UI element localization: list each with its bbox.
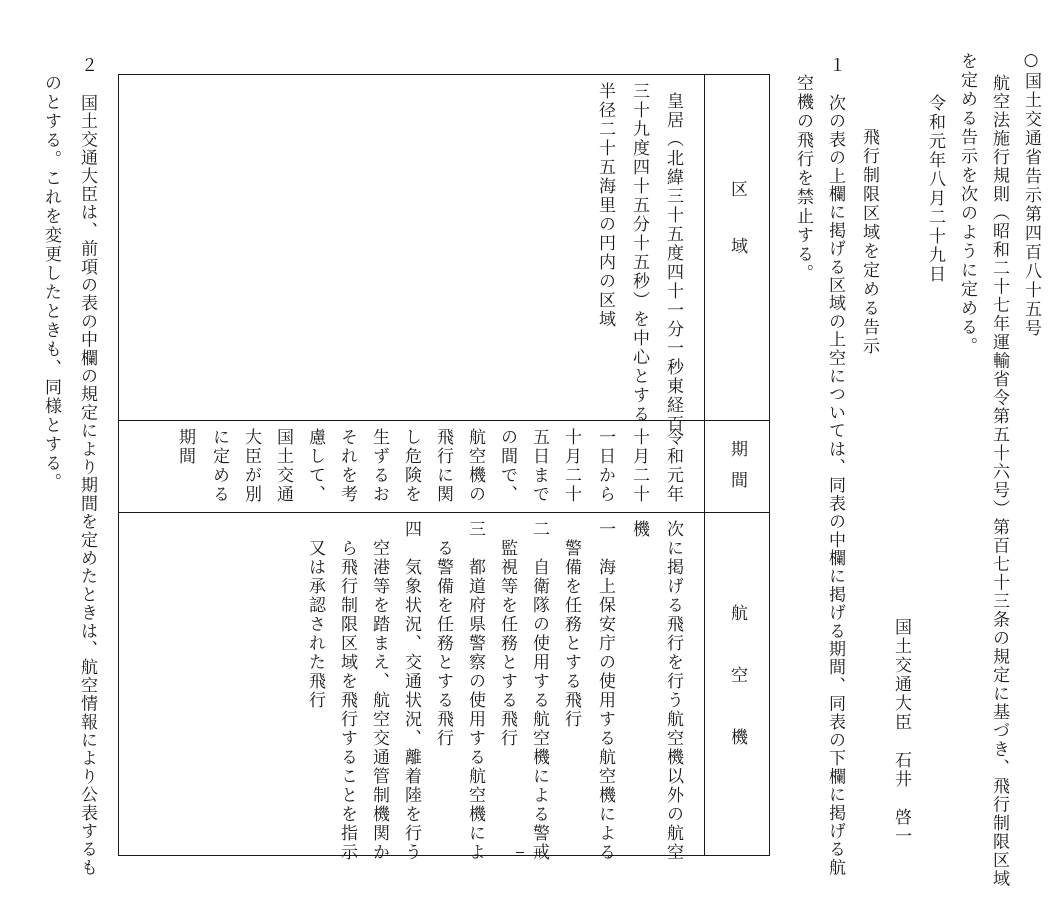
aircraft-line: 警備を任務とする飛行 <box>561 520 581 729</box>
table-divider-period-aircraft <box>118 512 770 513</box>
period-line: 航空機の <box>465 428 485 504</box>
notice-number: ○国土交通省告示第四百八十五号 <box>1021 50 1041 338</box>
period-line: に定める <box>209 428 229 504</box>
header-period: 期間 <box>727 440 747 502</box>
area-line: 半径二十五海里の円内の区域 <box>595 82 615 329</box>
period-line: 十月二十 <box>629 428 649 504</box>
notice-title: 飛行制限区域を定める告示 <box>859 128 879 356</box>
aircraft-line: る警備を任務とする飛行 <box>433 520 453 748</box>
notice-intro-line2: を定める告示を次のように定める。 <box>957 52 977 356</box>
period-line: の間で、 <box>497 428 517 504</box>
aircraft-line: 三 都道府県警察の使用する航空機によ <box>465 520 485 862</box>
article2-number: ２ <box>77 56 97 75</box>
article1-line1: 次の表の上欄に掲げる区域の上空については、同表の中欄に掲げる期間、同表の下欄に掲げる航 <box>825 94 845 877</box>
aircraft-line: ら飛行制限区域を飛行することを指示 <box>337 520 357 862</box>
table-tick <box>516 74 524 75</box>
aircraft-line: 空港等を踏まえ、航空交通管制機関か <box>369 520 389 862</box>
period-line: 令和元年 <box>663 428 683 504</box>
table-tick <box>516 852 524 853</box>
period-line: 期間 <box>175 428 195 466</box>
table-header-divider <box>704 74 705 856</box>
article2-line2: のとする。これを変更したときも、同様とする。 <box>41 74 61 492</box>
period-line: 五日まで <box>529 428 549 504</box>
header-area: 区 域 <box>727 180 747 256</box>
notice-signer: 国土交通大臣 石井 啓一 <box>891 618 911 846</box>
aircraft-line: 二 自衛隊の使用する航空機による警戒 <box>529 520 549 862</box>
aircraft-line: 機 <box>629 520 649 539</box>
notice-intro-line1: 航空法施行規則（昭和二十七年運輸省令第五十六号）第百七十三条の規定に基づき、飛行制限区域 <box>989 74 1009 888</box>
aircraft-line: 一 海上保安庁の使用する航空機による <box>595 520 615 862</box>
period-line: 十月二十 <box>561 428 581 504</box>
period-line: それを考 <box>337 428 357 504</box>
aircraft-line: 四 気象状況、交通状況、離着陸を行う <box>401 520 421 862</box>
area-line: 三十九度四十五分十五秒）を中心とする <box>629 82 649 424</box>
aircraft-line: 監視等を任務とする飛行 <box>497 520 517 748</box>
article2-line1: 国土交通大臣は、前項の表の中欄の規定により期間を定めたときは、航空情報により公表するも <box>77 94 97 877</box>
header-aircraft: 航 空 機 <box>727 604 747 759</box>
period-line: 大臣が別 <box>241 428 261 504</box>
period-line: 慮して、 <box>305 428 325 504</box>
period-line: 一日から <box>595 428 615 504</box>
article1-line2: 空機の飛行を禁止する。 <box>793 74 813 283</box>
aircraft-line: 又は承認された飛行 <box>305 520 325 710</box>
period-line: 生ずるお <box>369 428 389 504</box>
period-line: し危険を <box>401 428 421 504</box>
period-line: 国土交通 <box>273 428 293 504</box>
area-line: 皇居（北緯三十五度四十一分一秒東経百 <box>663 92 683 434</box>
notice-date: 令和元年八月二十九日 <box>925 94 945 284</box>
article1-number: １ <box>825 56 845 75</box>
aircraft-line: 次に掲げる飛行を行う航空機以外の航空 <box>663 520 683 862</box>
period-line: 飛行に関 <box>433 428 453 504</box>
